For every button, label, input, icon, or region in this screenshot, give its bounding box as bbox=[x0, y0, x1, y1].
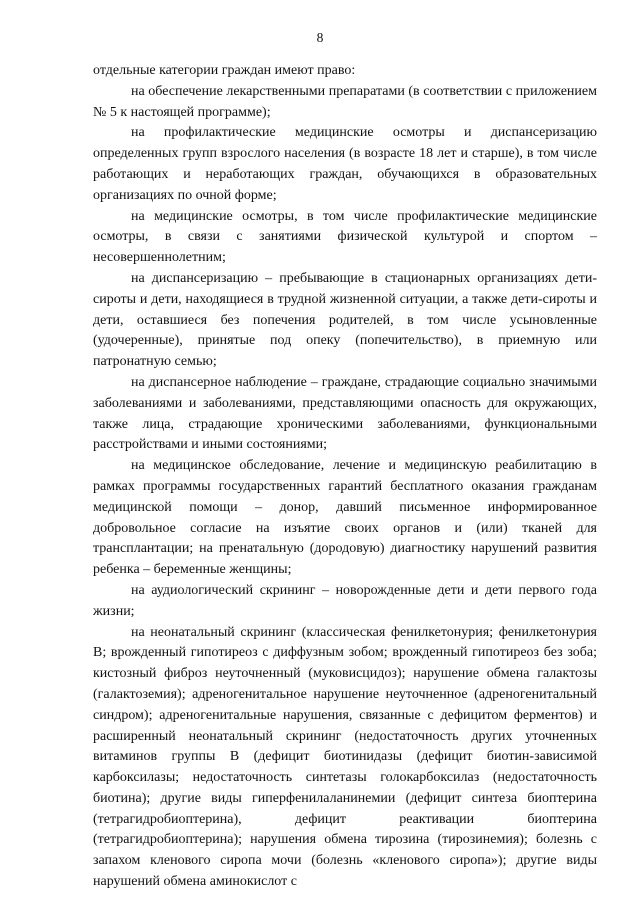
paragraph-neonatal-screening: на неонатальный скрининг (классическая фенилкетонурия; фенилкетонурия B; врожденный гипотиреоз с диффузным зобом; врожденный гипотиреоз без зоба; кистозный фиброз неуточненный (муковисцидоз); нарушение обмена галактозы (галактоземия); адреногенитальное нарушение неуточненное (адреногенитальный синдром); адреногенитальные нарушения, связанные с дефицитом ферментов) и расширенный неонатальный скрининг (недостаточность других уточненных витаминов группы B (дефицит биотинидазы (дефицит биотин-зависимой карбоксилазы; недостаточность синтетазы голокарбоксилаз (недостаточность биотина); другие виды гиперфенилаланинемии (дефицит синтеза биоптерина (тетрагидробиоптерина), дефицит реактивации биоптерина (тетрагидробиоптерина); нарушения обмена тирозина (тирозинемия); болезнь с запахом кленового сиропа мочи (болезнь «кленового сиропа»); другие виды нарушений обмена аминокислот с bbox=[93, 624, 597, 890]
paragraph-medicines: на обеспечение лекарственными препаратами (в соответствии с приложением № 5 к настоящей программе); bbox=[93, 83, 597, 120]
paragraph-preventive-exams: на профилактические медицинские осмотры и диспансеризацию определенных групп взрослого населения (в возрасте 18 лет и старше), в том числе работающих и неработающих граждан, обучающихся в образовательных организациях по очной форме; bbox=[93, 125, 597, 203]
paragraph-orphan-dispensarization: на диспансеризацию – пребывающие в стационарных организациях дети-сироты и дети, находящиеся в трудной жизненной ситуации, а также дети-сироты и дети, оставшиеся без попечения родителей, в том числе усыновленные (удочеренные), принятые под опеку (попечительство), в приемную или патронатную семью; bbox=[93, 270, 597, 370]
paragraph-donor-care: на медицинское обследование, лечение и медицинскую реабилитацию в рамках программы государственных гарантий бесплатного оказания гражданам медицинской помощи – донор, давший письменное информированное добровольное согласие на изъятие своих органов и (или) тканей для трансплантации; на пренатальную (дородовую) диагностику нарушений развития ребенка – беременные женщины; bbox=[93, 458, 597, 578]
paragraph-intro: отдельные категории граждан имеют право: bbox=[93, 63, 356, 78]
document-body bbox=[93, 61, 597, 893]
paragraph-sports-exams: на медицинские осмотры, в том числе профилактические медицинские осмотры, в связи с занятиями физической культурой и спортом – несовершеннолетним; bbox=[93, 208, 597, 266]
paragraph-dispensary-observation: на диспансерное наблюдение – граждане, страдающие социально значимыми заболеваниями и заболеваниями, представляющими опасность для окружающих, также лица, страдающие хроническими заболеваниями, функциональными расстройствами и иными состояниями; bbox=[93, 374, 597, 453]
paragraph-audiology-screening: на аудиологический скрининг – новорожденные дети и дети первого года жизни; bbox=[93, 582, 597, 619]
page-number: 8 bbox=[316, 30, 324, 45]
